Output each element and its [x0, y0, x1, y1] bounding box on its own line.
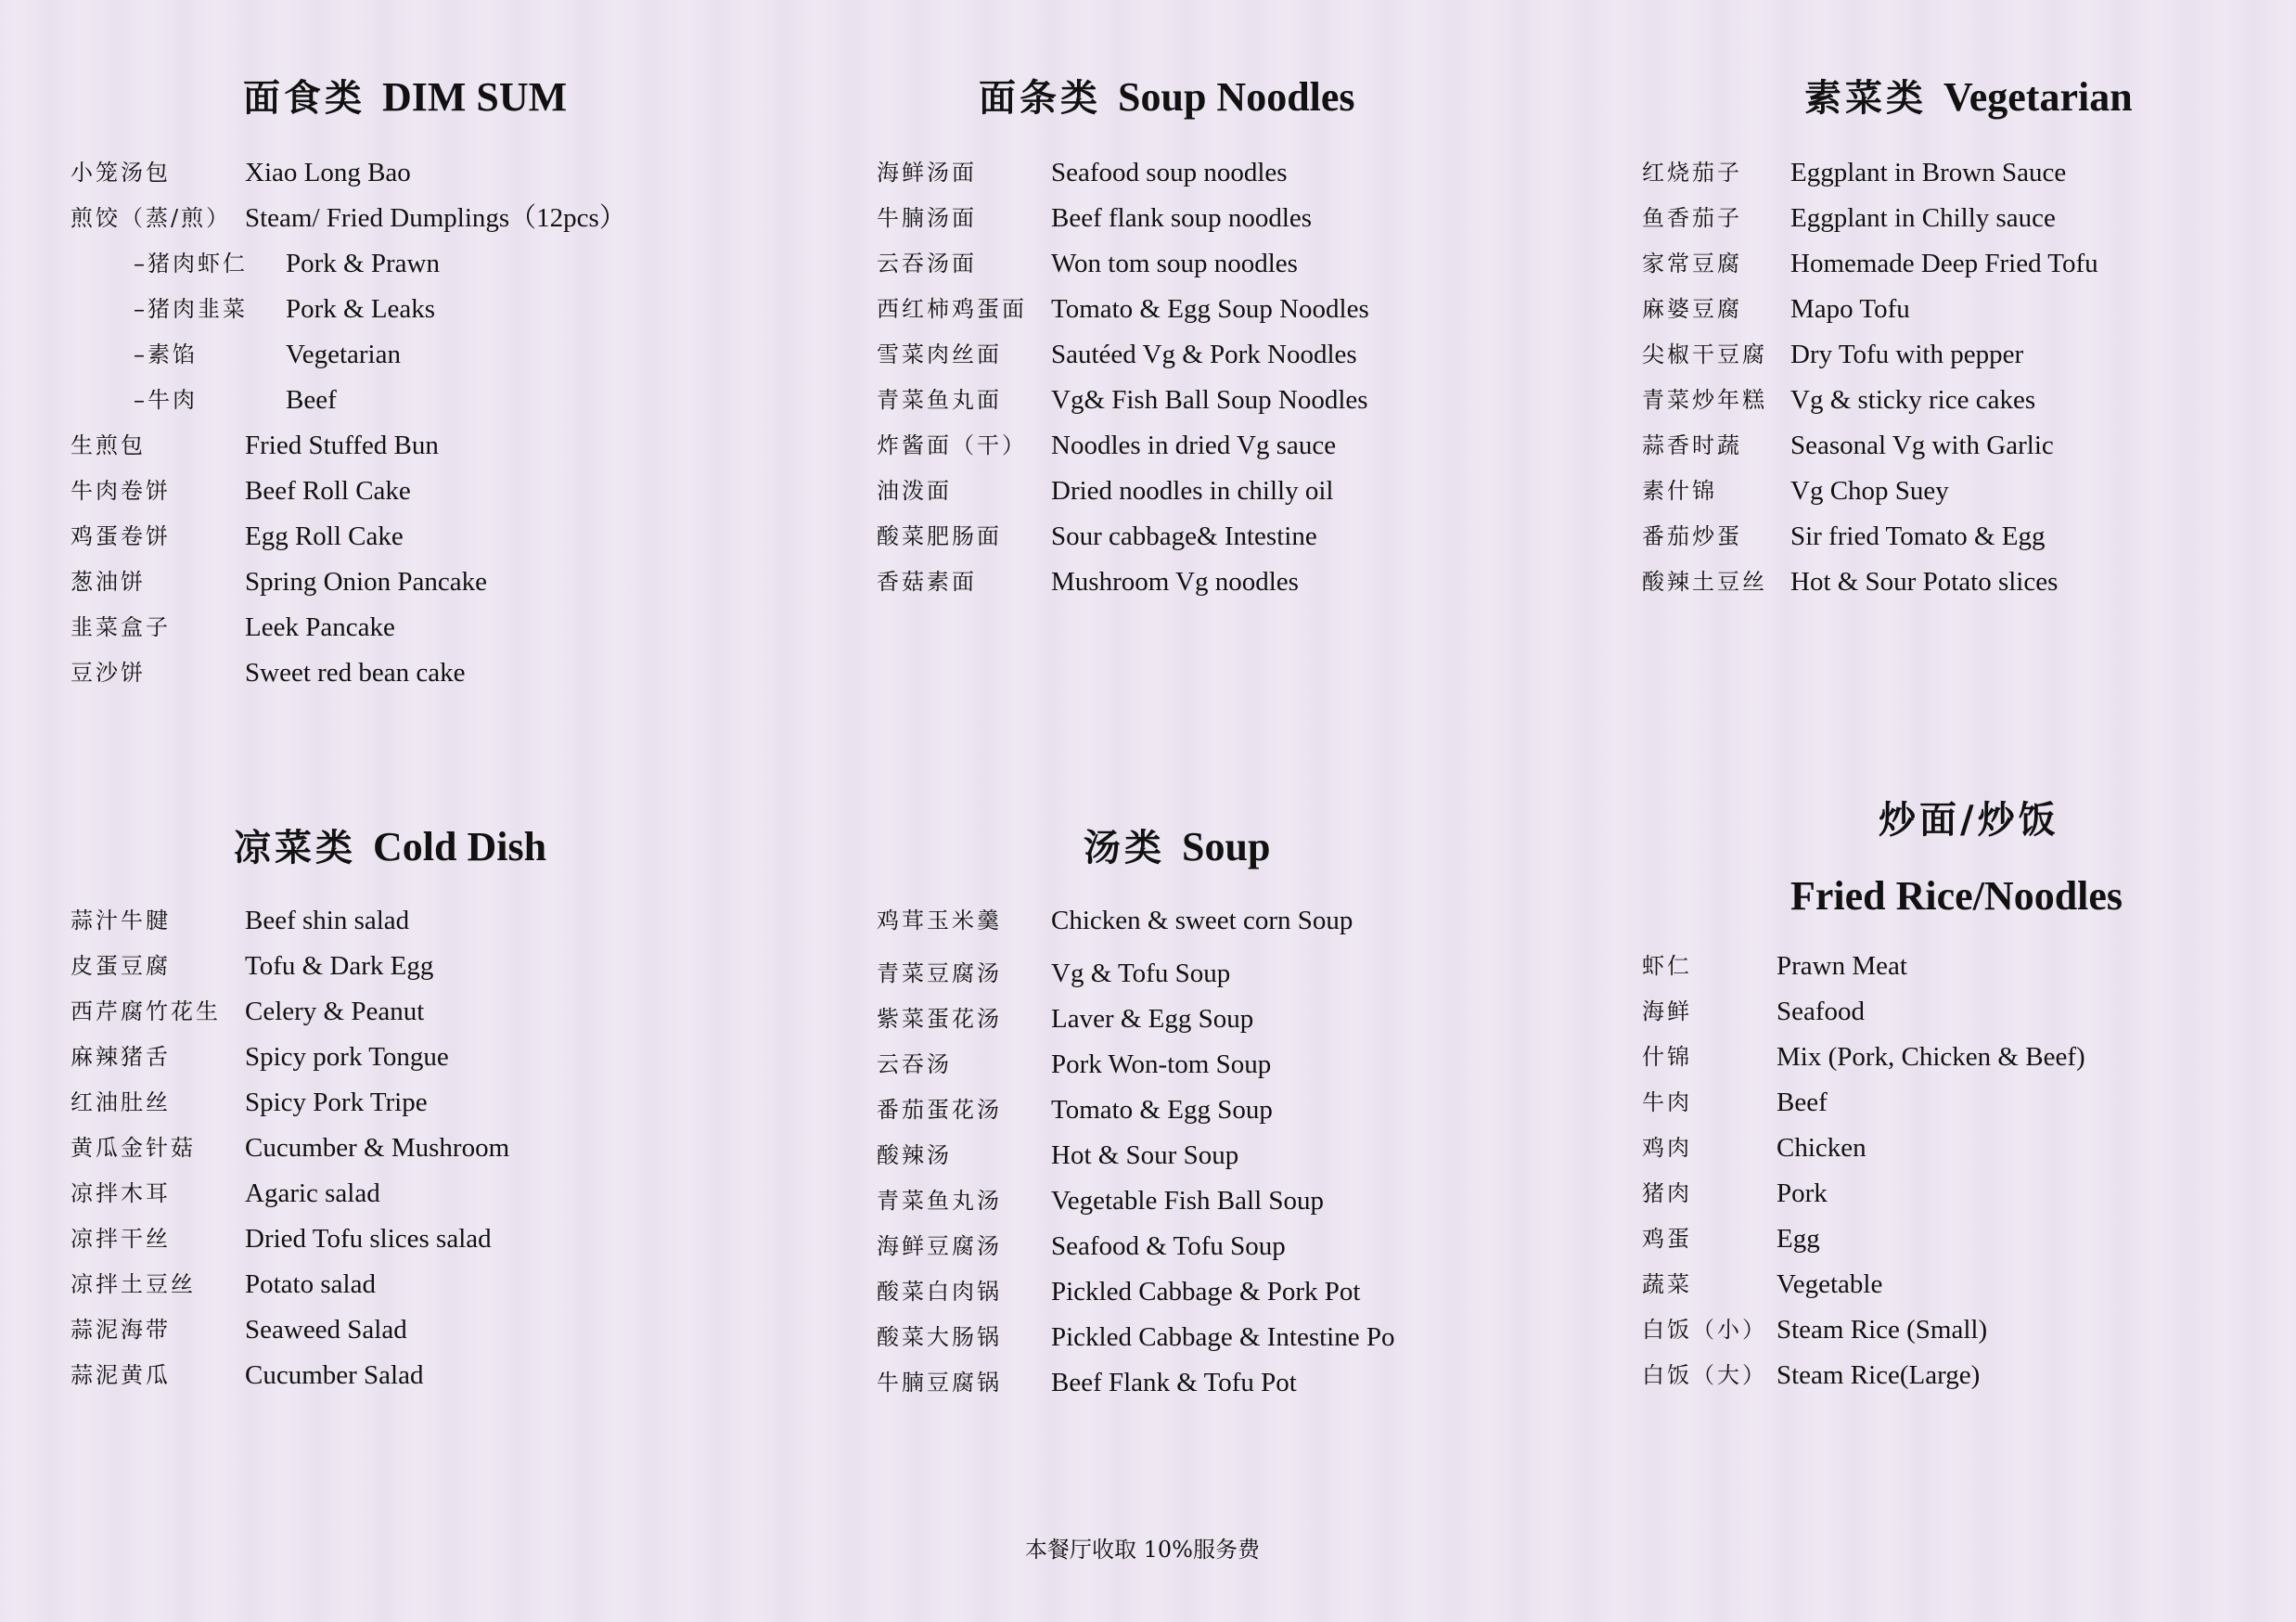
- menu-item-en: Tomato & Egg Soup: [1051, 1095, 1273, 1125]
- menu-item-en: Chicken & sweet corn Soup: [1051, 906, 1353, 935]
- section-title: [1804, 69, 2133, 122]
- section-title: [1084, 818, 1270, 871]
- menu-item-en: Pork: [1777, 1178, 1828, 1208]
- section-title-zh: 凉菜类: [234, 826, 356, 869]
- menu-item-zh: –素馅: [134, 341, 198, 367]
- menu-item-en: Dried Tofu slices salad: [245, 1224, 492, 1254]
- menu-item-en: Eggplant in Chilly sauce: [1790, 203, 2056, 233]
- menu-item-en: Beef shin salad: [245, 906, 410, 935]
- menu-item-en: Vegetable: [1777, 1269, 1883, 1299]
- menu-item-zh: 麻婆豆腐: [1642, 296, 1742, 322]
- menu-item-en: Eggplant in Brown Sauce: [1790, 158, 2067, 187]
- menu-item-zh: 青菜鱼丸面: [877, 387, 1002, 413]
- menu-item-en: Beef: [286, 385, 337, 415]
- menu-item-en: Noodles in dried Vg sauce: [1051, 431, 1337, 460]
- menu-item-en: Seasonal Vg with Garlic: [1790, 431, 2054, 460]
- menu-item-zh: 煎饺（蒸/煎）: [71, 205, 232, 231]
- section-title-zh: 炒面/炒饭: [1879, 798, 2059, 842]
- menu-item-zh: 蒜泥黄瓜: [71, 1362, 171, 1388]
- menu-item-zh: 蒜泥海带: [71, 1317, 171, 1343]
- menu-item-en: Seafood: [1777, 997, 1866, 1026]
- menu-item-en: Seafood soup noodles: [1051, 158, 1288, 187]
- menu-item-zh: 鸡蛋卷饼: [71, 523, 171, 549]
- section-title: [979, 69, 1355, 122]
- menu-item-zh: 海鲜汤面: [877, 160, 977, 186]
- menu-item-zh: 凉拌木耳: [71, 1180, 171, 1206]
- menu-item-en: Won tom soup noodles: [1051, 249, 1298, 278]
- menu-item-en: Cucumber & Mushroom: [245, 1133, 510, 1163]
- menu-item-en: Pork & Leaks: [286, 294, 436, 324]
- menu-item-zh: 豆沙饼: [71, 660, 146, 686]
- menu-item-en: Mapo Tofu: [1790, 294, 1910, 324]
- section-title: [243, 69, 567, 122]
- menu-item-en: Mix (Pork, Chicken & Beef): [1777, 1042, 2085, 1072]
- menu-item-zh: –猪肉虾仁: [134, 251, 248, 277]
- section-title-en: Soup: [1182, 824, 1271, 869]
- menu-item-zh: 青菜鱼丸汤: [877, 1188, 1002, 1214]
- section-title-en: Soup Noodles: [1118, 74, 1355, 120]
- menu-item-zh: 尖椒干豆腐: [1642, 341, 1767, 367]
- menu-item-zh: 紫菜蛋花汤: [877, 1006, 1002, 1032]
- menu-item-zh: 酸辣土豆丝: [1642, 569, 1767, 595]
- menu-item-zh: 凉拌土豆丝: [71, 1271, 196, 1297]
- menu-item-en: Spring Onion Pancake: [245, 567, 487, 597]
- menu-item-en: Spicy Pork Tripe: [245, 1088, 428, 1117]
- menu-item-zh: 牛腩汤面: [877, 205, 977, 231]
- menu-item-en: Mushroom Vg noodles: [1051, 567, 1299, 597]
- menu-item-en: Prawn Meat: [1777, 951, 1907, 981]
- menu-item-en: Steam/ Fried Dumplings（12pcs）: [245, 203, 626, 233]
- menu-item-zh: 云吞汤: [877, 1051, 952, 1077]
- menu-item-zh: 凉拌干丝: [71, 1226, 171, 1252]
- menu-item-zh: 海鲜: [1642, 998, 1692, 1024]
- menu-item-zh: 酸菜白肉锅: [877, 1279, 1002, 1305]
- menu-item-en: Dried noodles in chilly oil: [1051, 476, 1334, 506]
- menu-item-en: Tomato & Egg Soup Noodles: [1051, 294, 1369, 324]
- menu-item-zh: 油泼面: [877, 478, 952, 504]
- menu-item-zh: 牛腩豆腐锅: [877, 1370, 1002, 1396]
- menu-item-en: Sour cabbage& Intestine: [1051, 521, 1317, 551]
- menu-item-en: Beef: [1777, 1088, 1828, 1117]
- menu-item-en: Vegetable Fish Ball Soup: [1051, 1186, 1325, 1216]
- menu-item-zh: 小笼汤包: [71, 160, 171, 186]
- menu-item-zh: 生煎包: [71, 432, 146, 458]
- menu-item-zh: 白饭（大）: [1642, 1362, 1767, 1388]
- menu-item-en: Seaweed Salad: [245, 1315, 407, 1345]
- menu-item-en: Vg Chop Suey: [1790, 476, 1949, 506]
- menu-item-en: Steam Rice (Small): [1777, 1315, 1988, 1345]
- menu-item-zh: 酸菜肥肠面: [877, 523, 1002, 549]
- menu-item-en: Spicy pork Tongue: [245, 1042, 449, 1072]
- menu-item-zh: 云吞汤面: [877, 251, 977, 277]
- menu-item-en: Beef Roll Cake: [245, 476, 411, 506]
- menu-item-en: Homemade Deep Fried Tofu: [1790, 249, 2098, 278]
- menu-item-en: Egg Roll Cake: [245, 521, 404, 551]
- menu-item-zh: 香菇素面: [877, 569, 977, 595]
- menu-item-en: Steam Rice(Large): [1777, 1360, 1981, 1390]
- menu-item-zh: 炸酱面（干）: [877, 432, 1027, 458]
- section-title: [234, 818, 546, 871]
- menu-item-en: Dry Tofu with pepper: [1790, 340, 2024, 369]
- menu-item-en: Laver & Egg Soup: [1051, 1004, 1254, 1034]
- menu-item-zh: 鸡蛋: [1642, 1226, 1692, 1252]
- menu-item-en: Fried Stuffed Bun: [245, 431, 439, 460]
- menu-item-zh: 黄瓜金针菇: [71, 1135, 196, 1161]
- menu-item-zh: 什锦: [1642, 1044, 1692, 1070]
- section-title-en: Vegetarian: [1943, 74, 2133, 120]
- menu-item-en: Beef Flank & Tofu Pot: [1051, 1368, 1297, 1397]
- menu-item-zh: 番茄炒蛋: [1642, 523, 1742, 549]
- menu-item-en: Hot & Sour Soup: [1051, 1140, 1239, 1170]
- menu-item-en: Pickled Cabbage & Pork Pot: [1051, 1277, 1361, 1307]
- menu-item-zh: 酸辣汤: [877, 1142, 952, 1168]
- menu-item-zh: 海鲜豆腐汤: [877, 1233, 1002, 1259]
- menu-item-en: Sweet red bean cake: [245, 658, 466, 688]
- menu-item-en: Pickled Cabbage & Intestine Po: [1051, 1322, 1395, 1352]
- menu-item-en: Cucumber Salad: [245, 1360, 424, 1390]
- section-title-zh: 汤类: [1084, 826, 1165, 869]
- menu-item-en: Vg& Fish Ball Soup Noodles: [1051, 385, 1368, 415]
- section-title-en: DIM SUM: [382, 74, 568, 120]
- menu-item-en: Beef flank soup noodles: [1051, 203, 1313, 233]
- menu-item-en: Vg & Tofu Soup: [1051, 959, 1231, 988]
- menu-item-en: Pork & Prawn: [286, 249, 440, 278]
- menu-item-en: Vg & sticky rice cakes: [1790, 385, 2036, 415]
- menu-item-zh: 酸菜大肠锅: [877, 1324, 1002, 1350]
- menu-item-zh: 白饭（小）: [1642, 1317, 1767, 1343]
- menu-item-en: Vegetarian: [286, 340, 401, 369]
- section-title-zh: 素菜类: [1804, 76, 1927, 120]
- menu-item-en: Leek Pancake: [245, 612, 395, 642]
- menu-item-zh: 青菜炒年糕: [1642, 387, 1767, 413]
- menu-item-en: Seafood & Tofu Soup: [1051, 1231, 1286, 1261]
- menu-item-en: Chicken: [1777, 1133, 1866, 1163]
- menu-item-en: Potato salad: [245, 1269, 376, 1299]
- menu-item-zh: 西芹腐竹花生: [71, 998, 221, 1024]
- menu-item-en: Pork Won-tom Soup: [1051, 1049, 1272, 1079]
- menu-item-en: Sir fried Tomato & Egg: [1790, 521, 2046, 551]
- menu-item-zh: 葱油饼: [71, 569, 146, 595]
- section-title-en: Fried Rice/Noodles: [1790, 873, 2123, 919]
- menu-item-zh: 韭菜盒子: [71, 614, 171, 640]
- menu-item-en: Hot & Sour Potato slices: [1790, 567, 2059, 597]
- menu-item-zh: –牛肉: [134, 387, 198, 413]
- menu-item-zh: 蒜香时蔬: [1642, 432, 1742, 458]
- menu-item-zh: 青菜豆腐汤: [877, 960, 1002, 986]
- menu-item-zh: 西红柿鸡蛋面: [877, 296, 1027, 322]
- menu-item-en: Celery & Peanut: [245, 997, 425, 1026]
- section-title-zh: 面食类: [243, 76, 366, 120]
- menu-item-zh: 家常豆腐: [1642, 251, 1742, 277]
- menu-item-en: Xiao Long Bao: [245, 158, 411, 187]
- menu-item-zh: –猪肉韭菜: [134, 296, 248, 322]
- menu-item-zh: 鸡茸玉米羹: [877, 908, 1002, 933]
- menu-item-zh: 皮蛋豆腐: [71, 953, 171, 979]
- menu-item-zh: 虾仁: [1642, 953, 1692, 979]
- menu-item-zh: 蒜汁牛腱: [71, 908, 171, 933]
- menu-item-en: Egg: [1777, 1224, 1820, 1254]
- menu-item-zh: 牛肉: [1642, 1089, 1692, 1115]
- menu-item-zh: 鱼香茄子: [1642, 205, 1742, 231]
- menu-item-zh: 麻辣猪舌: [71, 1044, 171, 1070]
- menu-item-zh: 牛肉卷饼: [71, 478, 171, 504]
- menu-item-zh: 红烧茄子: [1642, 160, 1742, 186]
- menu-item-zh: 番茄蛋花汤: [877, 1097, 1002, 1123]
- menu-item-en: Sautéed Vg & Pork Noodles: [1051, 340, 1357, 369]
- menu-item-en: Agaric salad: [245, 1178, 380, 1208]
- menu-item-zh: 蔬菜: [1642, 1271, 1692, 1297]
- section-title-en: Cold Dish: [373, 824, 547, 869]
- menu-item-zh: 雪菜肉丝面: [877, 341, 1002, 367]
- service-charge-note: 本餐厅收取 10%服务费: [1025, 1537, 1260, 1563]
- menu-item-zh: 素什锦: [1642, 478, 1717, 504]
- menu-item-zh: 鸡肉: [1642, 1135, 1692, 1161]
- menu-item-zh: 猪肉: [1642, 1180, 1692, 1206]
- menu-item-en: Tofu & Dark Egg: [245, 951, 434, 981]
- menu-item-zh: 红油肚丝: [71, 1089, 171, 1115]
- section-title-zh: 面条类: [979, 76, 1101, 120]
